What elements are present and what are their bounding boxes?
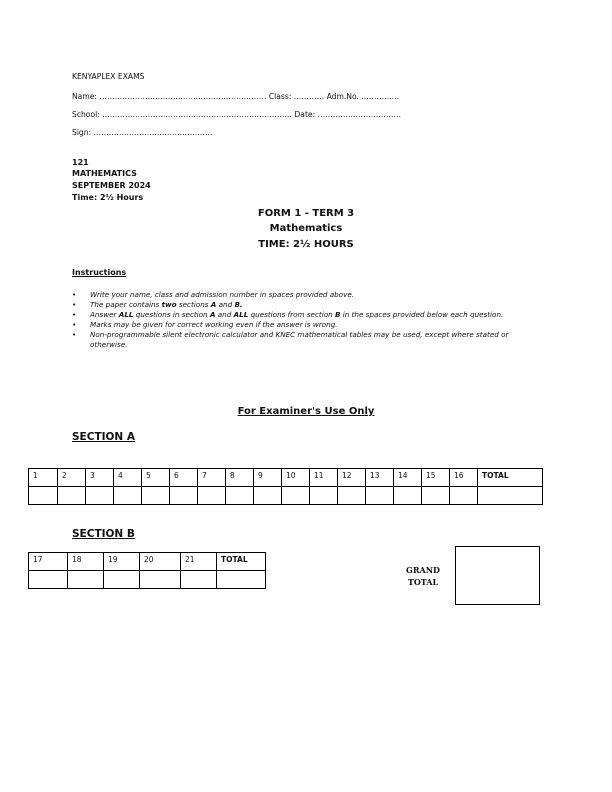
instruction-item [72,300,542,310]
paper-time: Time: 2½ Hours [72,193,144,202]
instruction-item [72,320,542,330]
column-header: 21 [181,553,217,571]
table-score-row [29,571,266,589]
score-cell[interactable] [282,487,310,505]
grand-total-box[interactable] [455,546,540,605]
section-b-score-table [28,552,266,589]
column-header: 4 [114,469,142,487]
instruction-item [72,310,542,320]
score-cell[interactable] [58,487,86,505]
column-header: 14 [394,469,422,487]
column-header: TOTAL [217,553,266,571]
instruction-text: ALL [118,310,134,320]
score-cell[interactable] [29,571,68,589]
paper-subject: MATHEMATICS [72,169,137,178]
sign-line: Sign: ……………………………………….. [72,128,213,137]
grand-total-line1: GRAND [406,565,440,575]
column-header: 9 [254,469,282,487]
section-b-heading: SECTION B [72,528,135,540]
column-header: 7 [198,469,226,487]
score-cell[interactable] [254,487,282,505]
score-cell[interactable] [140,571,181,589]
instruction-text: two [161,300,177,310]
score-cell[interactable] [142,487,170,505]
column-header: 12 [338,469,366,487]
column-header: 19 [104,553,140,571]
score-cell[interactable] [478,487,543,505]
instruction-text: and [216,300,235,310]
instruction-text: questions from section [248,310,335,320]
instruction-item [72,330,542,349]
score-cell[interactable] [198,487,226,505]
table-header-row [29,553,266,571]
column-header: 11 [310,469,338,487]
column-header: 16 [450,469,478,487]
instruction-text: A [210,300,217,310]
instruction-text: sections [176,300,211,310]
score-cell[interactable] [86,487,114,505]
column-header: 2 [58,469,86,487]
column-header: 15 [422,469,450,487]
score-cell[interactable] [366,487,394,505]
section-a-score-table [28,468,543,505]
score-cell[interactable] [226,487,254,505]
column-header: 6 [170,469,198,487]
instruction-text: A [209,310,216,320]
title-form: FORM 1 - TERM 3 [257,208,355,219]
column-header: 1 [29,469,58,487]
instruction-text: B. [234,300,243,310]
instruction-text: and [215,310,234,320]
score-cell[interactable] [217,571,266,589]
column-header: 20 [140,553,181,571]
column-header: 10 [282,469,310,487]
instruction-text: Marks may be given for correct working even if the answer is wrong. [90,320,338,330]
table-score-row [29,487,543,505]
score-cell[interactable] [29,487,58,505]
brand: KENYAPLEX EXAMS [72,72,145,81]
title-time: TIME: 2½ HOURS [258,239,354,250]
score-cell[interactable] [450,487,478,505]
column-header: 17 [29,553,68,571]
school-line: School: ………………………………………………………………… Date: …………………………… [72,110,402,119]
instruction-text: Non-programmable silent electronic calculator and KNEC mathematical tables may be used, except where stated or otherwise. [90,330,509,349]
instruction-text: Write your name, class and admission number in spaces provided above. [90,290,355,299]
column-header: 3 [86,469,114,487]
grand-total-line2: TOTAL [407,577,439,587]
column-header: 8 [226,469,254,487]
examiner-heading: For Examiner's Use Only [237,406,375,417]
title-subject: Mathematics [269,223,343,234]
instructions-list [72,290,542,350]
paper-date: SEPTEMBER 2024 [72,181,151,190]
table-header-row [29,469,543,487]
score-cell[interactable] [422,487,450,505]
column-header: 13 [366,469,394,487]
instruction-text: in the spaces provided below each question. [340,310,504,320]
score-cell[interactable] [114,487,142,505]
instruction-item [72,290,542,300]
instructions-heading: Instructions [72,268,127,277]
score-cell[interactable] [181,571,217,589]
instruction-text: Answer [90,310,119,320]
paper-code: 121 [72,158,89,167]
grand-total-label [403,564,443,588]
score-cell[interactable] [170,487,198,505]
score-cell[interactable] [338,487,366,505]
name-line: Name: ………………………………………………………… Class: ………… Adm.No. …………… [72,92,400,101]
instruction-text: ALL [233,310,249,320]
column-header: 18 [68,553,104,571]
score-cell[interactable] [104,571,140,589]
instruction-text: B [335,310,341,320]
score-cell[interactable] [310,487,338,505]
section-a-heading: SECTION A [72,431,136,443]
score-cell[interactable] [394,487,422,505]
score-cell[interactable] [68,571,104,589]
instruction-text: The paper contains [90,300,162,310]
column-header: TOTAL [478,469,543,487]
instruction-text: questions in section [133,310,210,320]
column-header: 5 [142,469,170,487]
